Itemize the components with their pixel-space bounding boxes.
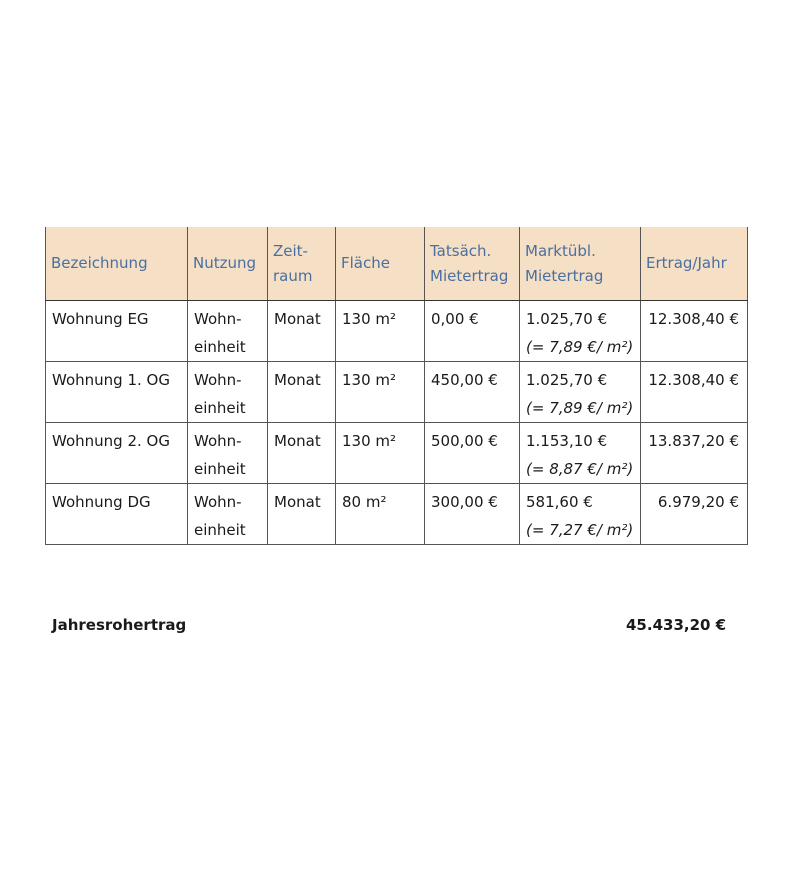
cell-marktueblich-per-sqm: (= 7,89 €/ m²) — [526, 399, 634, 417]
header-ertrag-jahr-label: Ertrag/Jahr — [646, 254, 727, 272]
cell-nutzung-line1: Wohn- — [194, 371, 242, 389]
header-flaeche — [336, 227, 425, 301]
cell-bezeichnung: Wohnung 1. OG — [46, 362, 188, 423]
table-row — [46, 484, 748, 545]
cell-bezeichnung: Wohnung 2. OG — [46, 423, 188, 484]
cell-nutzung-line2: einheit — [194, 399, 246, 417]
header-marktueblich-line2: Mietertrag — [525, 266, 604, 285]
cell-flaeche: 130 m² — [336, 301, 425, 362]
header-zeitraum-line2: raum — [273, 266, 313, 285]
jahresrohertrag-value: 45.433,20 € — [626, 616, 727, 634]
header-marktueblich — [520, 227, 641, 301]
rent-table — [45, 227, 748, 545]
cell-tatsaechlich: 300,00 € — [425, 484, 520, 545]
cell-ertrag-jahr: 12.308,40 € — [641, 362, 748, 423]
header-tatsaechlich — [425, 227, 520, 301]
table-header-row — [46, 227, 748, 301]
cell-marktueblich-value: 1.025,70 € — [526, 371, 608, 389]
cell-nutzung-line2: einheit — [194, 460, 246, 478]
header-nutzung-label: Nutzung — [193, 254, 257, 272]
header-ertrag-jahr — [641, 227, 748, 301]
table-row — [46, 362, 748, 423]
header-marktueblich-line1: Marktübl. — [525, 241, 596, 260]
cell-marktueblich — [520, 301, 641, 362]
table-row — [46, 423, 748, 484]
cell-flaeche: 130 m² — [336, 362, 425, 423]
cell-marktueblich-per-sqm: (= 8,87 €/ m²) — [526, 460, 634, 478]
header-flaeche-label: Fläche — [341, 254, 390, 272]
cell-flaeche: 80 m² — [336, 484, 425, 545]
cell-tatsaechlich: 450,00 € — [425, 362, 520, 423]
table-row — [46, 301, 748, 362]
cell-nutzung — [188, 301, 268, 362]
cell-marktueblich-per-sqm: (= 7,27 €/ m²) — [526, 521, 634, 539]
cell-nutzung — [188, 484, 268, 545]
cell-nutzung-line1: Wohn- — [194, 310, 242, 328]
cell-zeitraum: Monat — [268, 362, 336, 423]
cell-marktueblich-value: 581,60 € — [526, 493, 593, 511]
header-zeitraum — [268, 227, 336, 301]
cell-marktueblich-value: 1.025,70 € — [526, 310, 608, 328]
cell-flaeche: 130 m² — [336, 423, 425, 484]
cell-nutzung-line2: einheit — [194, 521, 246, 539]
header-tatsaechlich-line2: Mietertrag — [430, 266, 509, 285]
cell-nutzung-line2: einheit — [194, 338, 246, 356]
cell-marktueblich — [520, 362, 641, 423]
cell-nutzung — [188, 362, 268, 423]
cell-bezeichnung: Wohnung DG — [46, 484, 188, 545]
cell-ertrag-jahr: 6.979,20 € — [641, 484, 748, 545]
cell-ertrag-jahr: 13.837,20 € — [641, 423, 748, 484]
cell-marktueblich — [520, 484, 641, 545]
cell-zeitraum: Monat — [268, 484, 336, 545]
cell-ertrag-jahr: 12.308,40 € — [641, 301, 748, 362]
header-bezeichnung — [46, 227, 188, 301]
header-bezeichnung-label: Bezeichnung — [51, 254, 148, 272]
header-nutzung — [188, 227, 268, 301]
cell-tatsaechlich: 500,00 € — [425, 423, 520, 484]
cell-bezeichnung: Wohnung EG — [46, 301, 188, 362]
cell-nutzung-line1: Wohn- — [194, 493, 242, 511]
cell-nutzung — [188, 423, 268, 484]
header-zeitraum-line1: Zeit- — [273, 241, 308, 260]
cell-tatsaechlich: 0,00 € — [425, 301, 520, 362]
header-tatsaechlich-line1: Tatsäch. — [430, 241, 492, 260]
cell-marktueblich-value: 1.153,10 € — [526, 432, 608, 450]
cell-marktueblich — [520, 423, 641, 484]
cell-nutzung-line1: Wohn- — [194, 432, 242, 450]
cell-zeitraum: Monat — [268, 423, 336, 484]
cell-marktueblich-per-sqm: (= 7,89 €/ m²) — [526, 338, 634, 356]
cell-zeitraum: Monat — [268, 301, 336, 362]
jahresrohertrag-label: Jahresrohertrag — [52, 616, 187, 634]
